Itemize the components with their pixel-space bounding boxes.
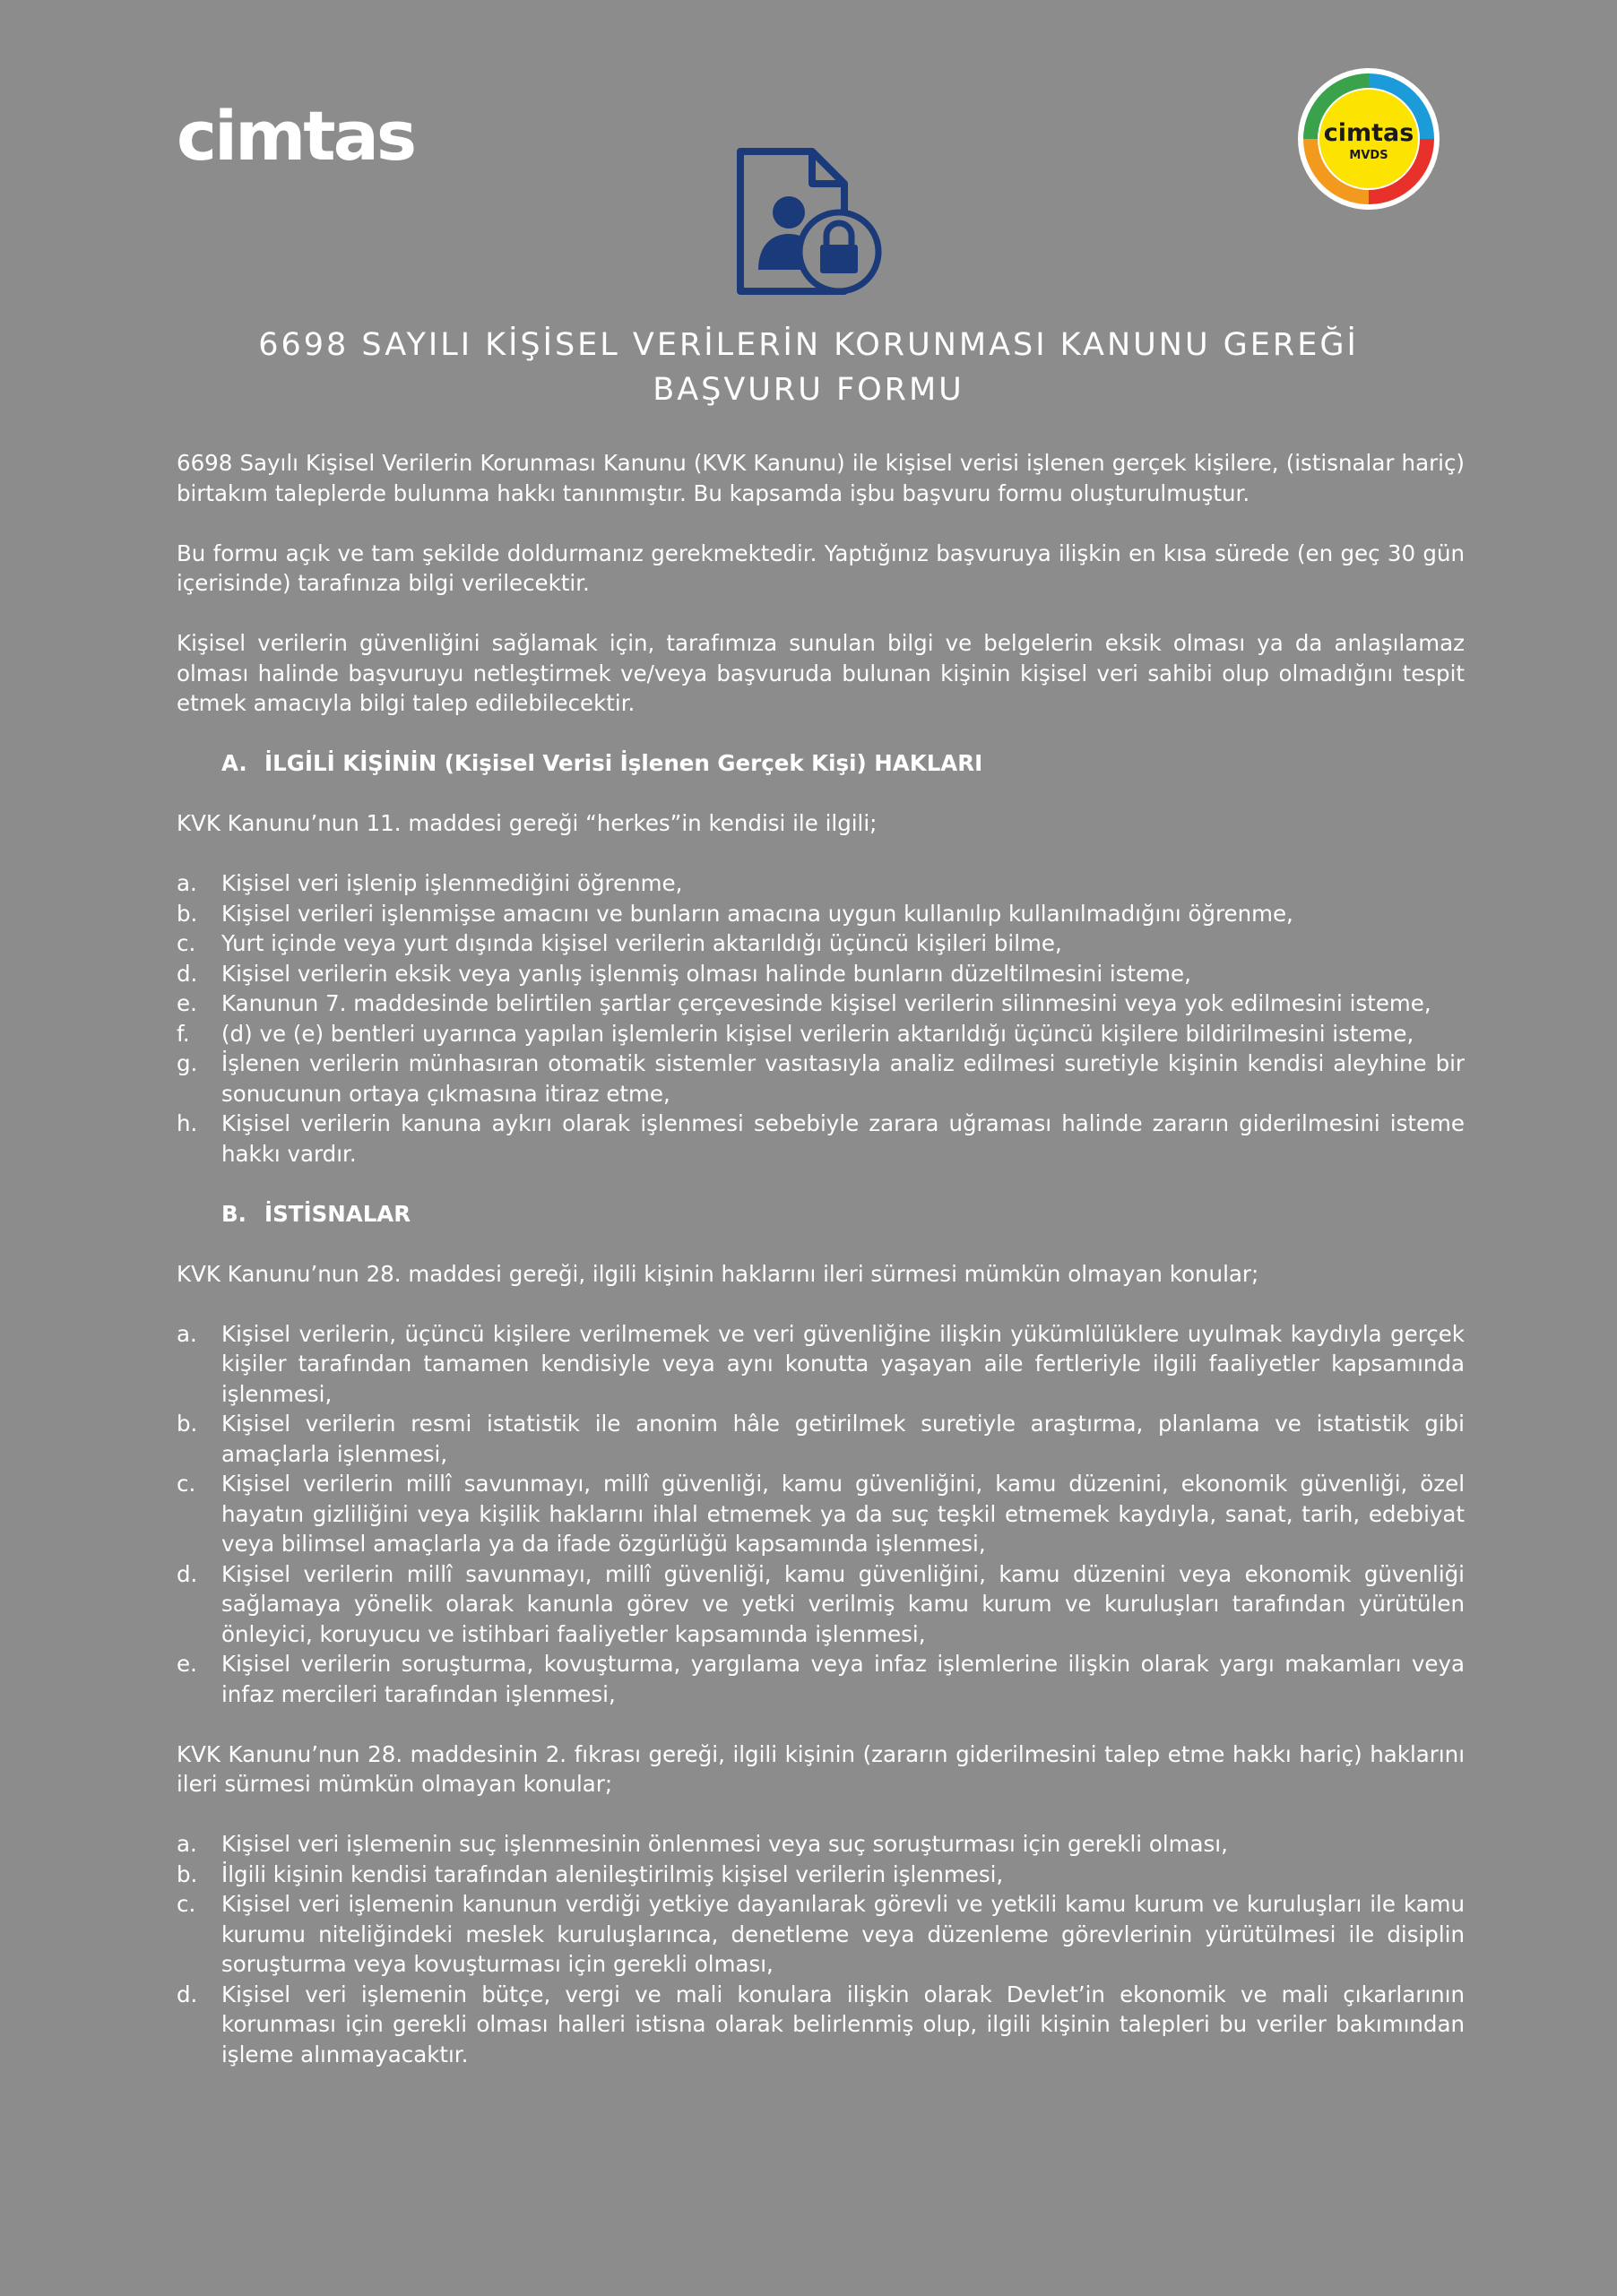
exceptions-list [177, 1319, 1465, 1710]
rights-list-item [177, 1109, 1465, 1169]
list-item-text: Kişisel veri işlemenin bütçe, vergi ve mali konulara ilişkin olarak Devlet’in ekonomik ve mali çıkarlarının korunması için gerekli olması halleri istisna olarak belirlenmiş olup, ilgili kişinin talepleri bu veriler bakımından işleme alınmayacaktır. [221, 1981, 1465, 2067]
exceptions-list-2-item [177, 1860, 1465, 1890]
rights-list-item [177, 988, 1465, 1019]
title-line-2: BAŞVURU FORMU [653, 372, 964, 408]
section-a-intro: KVK Kanunu’nun 11. maddesi gereği “herkes”in kendisi ile ilgili; [177, 810, 878, 836]
title-line-1: 6698 SAYILI KİŞİSEL VERİLERİN KORUNMASI KANUNU GEREĞİ [258, 327, 1359, 363]
document-lock-icon [733, 148, 884, 299]
exceptions-list-item [177, 1409, 1465, 1469]
list-item-letter: a. [177, 1320, 197, 1347]
list-item-text: Kişisel verilerin eksik veya yanlış işlenmiş olması halinde bunların düzeltilmesini isteme, [221, 960, 1191, 987]
list-item-text: Kişisel verilerin, üçüncü kişilere verilmemek ve veri güvenliğine ilişkin yükümlülüklere uyulmak kaydıyla gerçek kişiler tarafından tamamen kendisiyle veya aynı konutta yaşayan aile fertleriyle ilgili faaliyetler kapsamında işlenmesi, [221, 1320, 1465, 1407]
svg-text:cimtas: cimtas [177, 106, 415, 168]
rights-list-item [177, 959, 1465, 989]
exceptions-list-2-item [177, 1889, 1465, 1980]
list-item-letter: c. [177, 1891, 196, 1917]
intro-paragraph-2: Bu formu açık ve tam şekilde doldurmanız gerekmektedir. Yaptığınız başvuruya ilişkin en kısa sürede (en geç 30 gün içerisinde) tarafınıza bilgi verilecektir. [177, 539, 1465, 596]
intro-paragraph-3: Kişisel verilerin güvenliğini sağlamak için, tarafımıza sunulan bilgi ve belgelerin eksik olması ya da anlaşılamaz olması halinde başvuruyu netleştirmek ve/veya başvuruda bulunan kişinin kişisel veri sahibi olup olmadığını tespit etmek amacıyla bilgi talep edilebilecektir. [177, 630, 1465, 716]
list-item-text: Kişisel verileri işlenmişse amacını ve bunların amacına uygun kullanılıp kullanılmadığını öğrenme, [221, 900, 1293, 927]
document-body [177, 448, 1465, 2100]
list-item-text: Kişisel verilerin resmi istatistik ile anonim hâle getirilmek suretiyle araştırma, planlama ve istatistik gibi amaçlarla işlenmesi, [221, 1411, 1465, 1467]
list-item-text: Kişisel veri işlenip işlenmediğini öğrenme, [221, 870, 683, 896]
section-a-heading [177, 748, 1465, 779]
list-item-letter: f. [177, 1020, 190, 1047]
rights-list-item [177, 899, 1465, 929]
exceptions-list-item [177, 1319, 1465, 1410]
section-b-heading [177, 1199, 1465, 1230]
cimtas-wordmark [177, 106, 432, 168]
list-item-letter: b. [177, 1860, 198, 1887]
list-item-letter: e. [177, 990, 197, 1016]
rights-list-item [177, 1049, 1465, 1109]
list-item-letter: e. [177, 1651, 197, 1677]
list-item-letter: c. [177, 930, 196, 956]
list-item-letter: g. [177, 1050, 198, 1076]
list-item-letter: h. [177, 1110, 198, 1136]
list-item-letter: b. [177, 1411, 198, 1437]
list-item-text: Kişisel verilerin kanuna aykırı olarak işlenmesi sebebiyle zarara uğraması halinde zararın giderilmesini isteme hakkı vardır. [221, 1110, 1465, 1167]
list-item-text: (d) ve (e) bentleri uyarınca yapılan işlemlerin kişisel verilerin aktarıldığı üçüncü kişilere bildirilmesini isteme, [221, 1020, 1414, 1047]
intro-paragraph-1: 6698 Sayılı Kişisel Verilerin Korunması Kanunu (KVK Kanunu) ile kişisel verisi işlenen gerçek kişilere, (istisnalar hariç) birtakım taleplerde bulunma hakkı tanınmıştır. Bu kapsamda işbu başvuru formu oluşturulmuştur. [177, 450, 1465, 506]
rights-list [177, 868, 1465, 1169]
exceptions-list-2-item [177, 1980, 1465, 2070]
list-item-text: Kişisel veri işlemenin kanunun verdiği yetkiye dayanılarak görevli ve yetkili kamu kurum ve kuruluşları ile kamu kurumu niteliğindeki meslek kuruluşlarınca, denetleme veya düzenleme görevlerinin yürütülmesi ile disiplin soruşturma veya kovuşturması için gerekli olması, [221, 1891, 1465, 1977]
mvds-badge-icon [1296, 66, 1441, 211]
list-item-text: Yurt içinde veya yurt dışında kişisel verilerin aktarıldığı üçüncü kişileri bilme, [221, 930, 1062, 956]
list-item-letter: d. [177, 1981, 198, 2007]
list-item-letter: c. [177, 1471, 196, 1497]
section-b-letter: B. [221, 1200, 246, 1227]
section-b-intro-2: KVK Kanunu’nun 28. maddesinin 2. fıkrası gereği, ilgili kişinin (zararın giderilmesini talep etme hakkı hariç) haklarını ileri sürmesi mümkün olmayan konular; [177, 1740, 1465, 1797]
rights-list-item [177, 928, 1465, 959]
list-item-letter: d. [177, 960, 198, 987]
exceptions-list-item [177, 1559, 1465, 1650]
section-b-title: İSTİSNALAR [264, 1200, 411, 1227]
list-item-text: Kişisel verilerin millî savunmayı, millî güvenliği, kamu güvenliğini, kamu düzenini veya ekonomik güvenliği sağlamaya yönelik olarak kanunla görev ve yetki verilmiş kamu kurum ve kuruluşları tarafından yürütülen önleyici, koruyucu ve istihbari faaliyetler kapsamında işlenmesi, [221, 1560, 1465, 1647]
company-logo-left [177, 106, 432, 172]
rights-list-item [177, 868, 1465, 899]
section-a-title: İLGİLİ KİŞİNİN (Kişisel Verisi İşlenen Gerçek Kişi) HAKLARI [264, 750, 983, 776]
exceptions-list-item [177, 1469, 1465, 1559]
company-logo-right [1296, 66, 1441, 215]
document-title [134, 323, 1483, 412]
exceptions-list-2-item [177, 1829, 1465, 1860]
list-item-letter: b. [177, 900, 198, 927]
section-a-letter: A. [221, 750, 247, 776]
list-item-letter: a. [177, 1831, 197, 1857]
svg-text:MVDS: MVDS [1349, 149, 1388, 162]
section-b-intro: KVK Kanunu’nun 28. maddesi gereği, ilgili kişinin haklarını ileri sürmesi mümkün olmayan konular; [177, 1260, 1259, 1287]
exceptions-list-2 [177, 1829, 1465, 2069]
list-item-letter: a. [177, 870, 197, 896]
rights-list-item [177, 1019, 1465, 1049]
list-item-text: Kişisel verilerin millî savunmayı, millî güvenliği, kamu güvenliğini, kamu düzenini, ekonomik güvenliği, özel hayatın gizliliğini veya kişilik haklarını ihlal etmemek ya da suç teşkil etmemek kaydıyla, sanat, tarih, edebiyat veya bilimsel amaçlarla ya da ifade özgürlüğü kapsamında işlenmesi, [221, 1471, 1465, 1557]
svg-text:cimtas: cimtas [1323, 119, 1414, 147]
list-item-letter: d. [177, 1560, 198, 1587]
list-item-text: İlgili kişinin kendisi tarafından alenileştirilmiş kişisel verilerin işlenmesi, [221, 1860, 1004, 1887]
list-item-text: Kişisel veri işlemenin suç işlenmesinin önlenmesi veya suç soruşturması için gerekli olması, [221, 1831, 1228, 1857]
list-item-text: Kanunun 7. maddesinde belirtilen şartlar çerçevesinde kişisel verilerin silinmesini veya yok edilmesini isteme, [221, 990, 1431, 1016]
list-item-text: İşlenen verilerin münhasıran otomatik sistemler vasıtasıyla analiz edilmesi suretiyle kişinin kendisi aleyhine bir sonucunun ortaya çıkmasına itiraz etme, [221, 1050, 1465, 1107]
list-item-text: Kişisel verilerin soruşturma, kovuşturma, yargılama veya infaz işlemlerine ilişkin olarak yargı makamları veya infaz mercileri tarafından işlenmesi, [221, 1651, 1465, 1707]
exceptions-list-item [177, 1649, 1465, 1709]
